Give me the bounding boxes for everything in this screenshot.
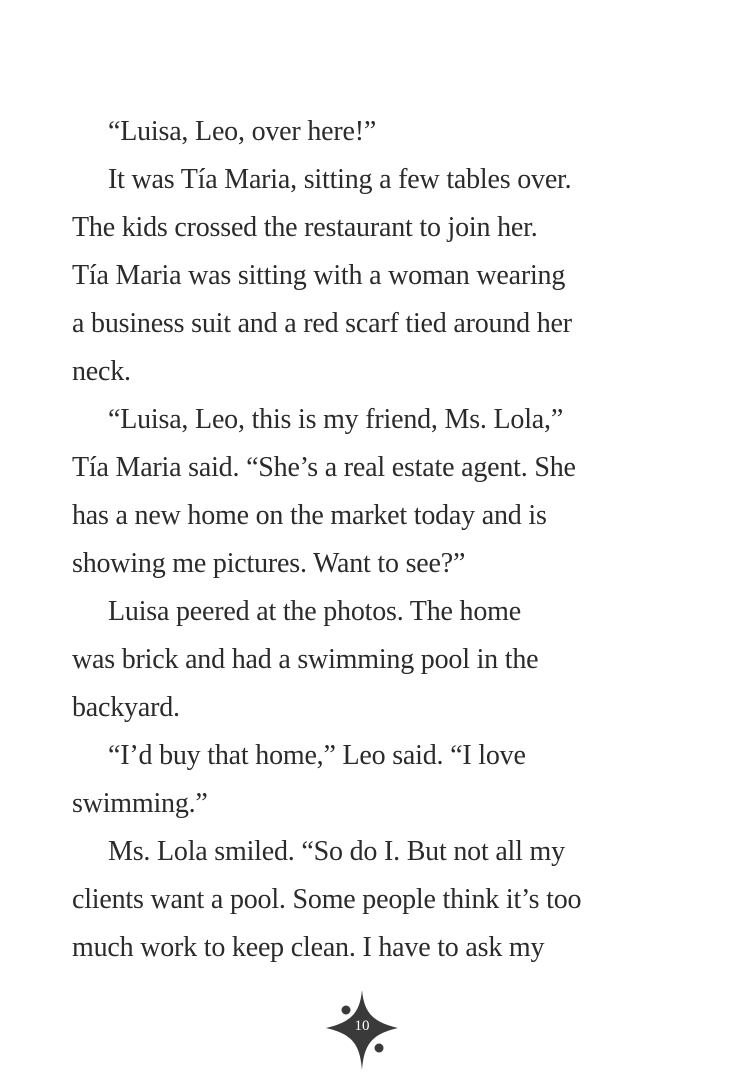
body-text	[72, 108, 672, 972]
text-line: neck.	[72, 356, 131, 387]
text-line: Ms. Lola smiled. “So do I. But not all my	[108, 836, 565, 867]
text-line: “Luisa, Leo, over here!”	[108, 116, 377, 147]
text-line: Tía Maria was sitting with a woman wearing	[72, 260, 566, 291]
text-line: swimming.”	[72, 788, 208, 819]
page-number: 10	[354, 1018, 370, 1034]
text-line: clients want a pool. Some people think it’s too	[72, 884, 582, 915]
page-folio	[326, 990, 398, 1070]
text-line: “I’d buy that home,” Leo said. “I love	[108, 740, 526, 771]
text-line: was brick and had a swimming pool in the	[72, 644, 539, 675]
text-line: Luisa peered at the photos. The home	[108, 596, 521, 627]
text-line: showing me pictures. Want to see?”	[72, 548, 466, 579]
text-line: Tía Maria said. “She’s a real estate agent. She	[72, 452, 576, 483]
text-line: much work to keep clean. I have to ask my	[72, 932, 545, 963]
text-line: It was Tía Maria, sitting a few tables over.	[108, 164, 572, 195]
ornament-dot	[342, 1006, 351, 1015]
ornament-dot	[375, 1044, 384, 1053]
text-line: The kids crossed the restaurant to join her.	[72, 212, 538, 243]
text-line: a business suit and a red scarf tied around her	[72, 308, 572, 339]
text-line: “Luisa, Leo, this is my friend, Ms. Lola,”	[108, 404, 564, 435]
text-line: backyard.	[72, 692, 180, 723]
text-line: has a new home on the market today and is	[72, 500, 547, 531]
